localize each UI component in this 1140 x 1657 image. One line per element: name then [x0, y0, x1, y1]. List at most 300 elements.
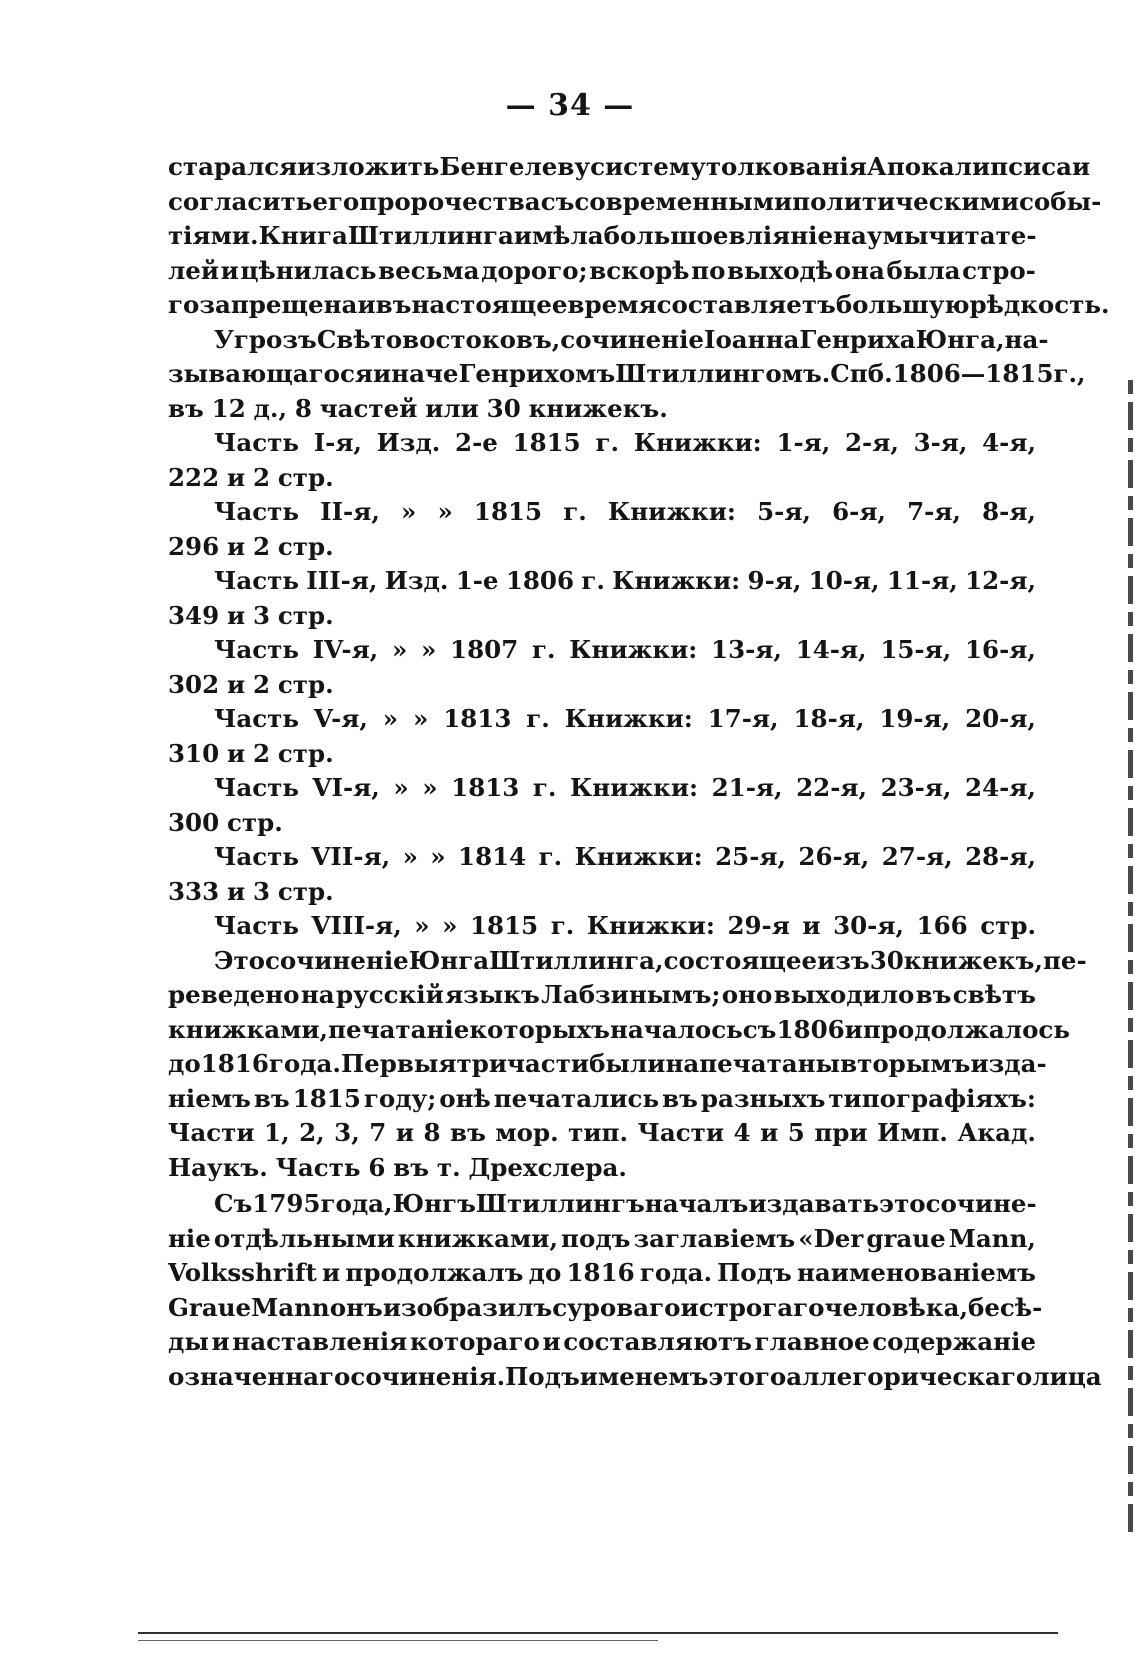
word: типографіяхъ: — [828, 1083, 1036, 1113]
word: 1807 — [450, 635, 519, 664]
word: вліяніе — [728, 221, 834, 250]
word: » — [402, 842, 418, 871]
word: Изд. — [384, 566, 449, 595]
word: человѣка, — [824, 1292, 968, 1322]
word: суроваго — [552, 1292, 681, 1322]
word: она — [834, 255, 885, 285]
word: умы — [866, 221, 929, 250]
word: была — [886, 255, 961, 285]
word: Книга — [258, 221, 348, 250]
word: Юнгъ — [392, 1189, 476, 1218]
word: русскій — [335, 980, 444, 1009]
word: 22-я, — [796, 773, 867, 802]
word: 349 — [168, 600, 220, 630]
word: тіями. — [168, 221, 259, 250]
word: Наукъ. — [168, 1152, 268, 1182]
word: и — [226, 738, 246, 768]
word: лица — [1032, 1361, 1102, 1391]
word: года, — [320, 1189, 393, 1218]
word: 28-я, — [965, 842, 1036, 871]
text-line — [168, 1325, 1036, 1360]
text-line — [168, 668, 1036, 703]
word: Часть — [214, 704, 299, 733]
word: книжками, — [168, 1014, 329, 1044]
text-line — [168, 254, 1036, 289]
word: 8 — [294, 393, 312, 423]
word: Апокалипсиса — [866, 152, 1072, 181]
word: VII-я, — [311, 842, 391, 871]
word: II-я, — [320, 497, 380, 526]
word: Бенгелеву — [439, 152, 591, 181]
word: » — [437, 497, 453, 526]
word: Угрозъ — [214, 324, 317, 354]
word: года. — [639, 1258, 712, 1287]
text-line — [168, 150, 1091, 185]
word: Книжки: — [564, 704, 693, 733]
word: Часть — [214, 497, 299, 526]
word: его — [312, 186, 360, 216]
word: ніе — [168, 1223, 211, 1253]
word: Спб. — [830, 359, 893, 388]
word: и — [802, 911, 821, 940]
text-line — [168, 426, 1036, 461]
word: г. — [595, 428, 619, 457]
word: вскорѣ — [589, 255, 690, 285]
word: напечатаны — [665, 1049, 841, 1078]
word: свѣтъ — [952, 980, 1036, 1009]
word: въ — [662, 1083, 698, 1113]
word: отдѣльными — [213, 1223, 395, 1253]
word: г. — [550, 911, 575, 940]
word: т. — [436, 1152, 461, 1182]
word: согласить — [168, 186, 313, 216]
word: зывающагося — [168, 359, 373, 388]
word: 6-я, — [832, 497, 886, 526]
word: цѣнилась — [240, 255, 377, 285]
word: котораго — [409, 1327, 540, 1356]
word: VI-я, — [312, 773, 380, 802]
bottom-rule — [138, 1632, 1058, 1634]
word: Юнга — [408, 945, 490, 975]
word: пророчества — [359, 186, 541, 216]
text-line — [168, 185, 1102, 220]
word: 30-я, — [833, 911, 904, 940]
word: 17-я, — [707, 704, 779, 733]
word: дорого; — [481, 255, 588, 285]
word: Генриха — [799, 324, 916, 354]
word: Часть — [214, 842, 299, 871]
word: которыхъ — [469, 1014, 610, 1044]
word: г. — [581, 566, 605, 595]
word: 1815 — [512, 428, 581, 457]
word: въ — [450, 1118, 486, 1147]
word: 2 — [252, 738, 271, 768]
word: » — [421, 635, 437, 664]
word: 27-я, — [881, 842, 953, 871]
word: изложить — [297, 152, 440, 181]
text-line — [168, 288, 1110, 323]
word: 7 — [369, 1118, 387, 1147]
word: IV-я, — [312, 635, 379, 664]
word: г. — [563, 497, 587, 526]
word: VIII-я, — [311, 911, 402, 940]
word: и — [680, 1292, 699, 1322]
word: и — [844, 1014, 863, 1044]
word: 1-я, — [776, 428, 831, 457]
word: имѣла — [513, 221, 604, 250]
word: 8-я, — [982, 497, 1036, 526]
word: V-я, — [313, 704, 368, 733]
text-line — [168, 323, 1049, 358]
word: Части — [168, 1118, 255, 1147]
word: мор. — [495, 1118, 559, 1147]
word: 26-я, — [798, 842, 870, 871]
word: запрещена — [199, 290, 358, 319]
word: Часть — [214, 428, 299, 457]
text-line — [168, 1013, 1070, 1048]
word: 3 — [252, 876, 271, 906]
word: онъ — [329, 1292, 383, 1322]
word: разныхъ — [700, 1083, 826, 1113]
word: реведено — [168, 980, 300, 1009]
word: были — [589, 1049, 666, 1078]
word: Части — [637, 1118, 725, 1147]
word: стр. — [277, 738, 334, 768]
word: этого — [708, 1361, 787, 1391]
body-text — [168, 150, 1110, 1394]
word: иначе — [372, 359, 459, 388]
word: 12 — [211, 393, 246, 423]
word: Часть — [214, 911, 299, 940]
word: году; — [363, 1083, 437, 1113]
word: г. — [526, 704, 550, 733]
word: 8 — [423, 1118, 441, 1147]
text-line — [168, 1291, 1043, 1326]
word: 3-я, — [913, 428, 968, 457]
word: 9-я, — [747, 566, 802, 595]
word: 1-е — [455, 566, 499, 595]
word: старался — [168, 152, 298, 181]
word: содержаніе — [872, 1327, 1036, 1356]
word: бесѣ- — [968, 1292, 1043, 1322]
text-line — [168, 530, 1036, 565]
word: » — [414, 911, 430, 940]
word: три — [456, 1049, 507, 1078]
word: Mann — [251, 1292, 330, 1322]
word: стр. — [277, 669, 334, 699]
word: Часть — [214, 773, 299, 802]
word: г., — [1053, 359, 1086, 388]
word: 1, — [264, 1118, 290, 1147]
word: это — [879, 1189, 926, 1218]
word: выходѣ — [727, 255, 834, 285]
word: изда- — [970, 1049, 1047, 1078]
word: толкованія — [705, 152, 867, 181]
word: Изд. — [376, 428, 441, 457]
word: » — [393, 773, 409, 802]
text-line — [168, 495, 1036, 530]
word: съ — [742, 1014, 777, 1044]
word: д., — [253, 393, 287, 423]
word: главное — [754, 1327, 870, 1356]
word: г. — [532, 773, 557, 802]
word: выходило — [773, 980, 915, 1009]
word: 16-я, — [964, 635, 1036, 664]
page-edge-shadow — [1128, 380, 1133, 1540]
text-line — [168, 392, 1036, 427]
word: Часть — [214, 635, 299, 664]
word: большую — [835, 290, 970, 319]
word: 1815 — [470, 911, 539, 940]
word: лей — [168, 255, 220, 285]
word: и — [226, 669, 246, 699]
word: онѣ — [439, 1083, 491, 1113]
word: стр. — [226, 807, 283, 837]
word: Graue — [168, 1292, 252, 1322]
word: Штиллингомъ. — [615, 359, 831, 388]
text-line — [168, 1256, 1036, 1291]
word: Книжки: — [612, 566, 741, 595]
word: или — [425, 393, 479, 423]
word: 1795 — [252, 1189, 321, 1218]
word: политическими — [792, 186, 1019, 216]
word: 5 — [787, 1118, 805, 1147]
bottom-rule-secondary — [138, 1640, 658, 1641]
word: 12-я, — [965, 566, 1036, 595]
word: Volksshrift — [168, 1258, 317, 1287]
word: 302 — [168, 669, 220, 699]
word: и — [211, 1327, 230, 1356]
word: ды — [168, 1327, 209, 1356]
word: graue — [866, 1223, 946, 1253]
word: на- — [1004, 324, 1049, 354]
word: началось — [609, 1014, 743, 1044]
text-line — [168, 737, 1036, 772]
word: 296 — [168, 531, 220, 561]
word: изобразилъ — [382, 1292, 553, 1322]
word: настоящее — [411, 290, 568, 319]
word: до — [528, 1258, 562, 1287]
word: и — [322, 1258, 341, 1287]
word: 333 — [168, 876, 220, 906]
word: изъ — [817, 945, 870, 975]
word: и — [226, 462, 246, 492]
word: современными — [574, 186, 793, 216]
word: 20-я, — [965, 704, 1036, 733]
word: 4 — [733, 1118, 751, 1147]
word: въ — [375, 290, 412, 319]
word: сочине- — [925, 1189, 1037, 1218]
word: стр. — [980, 911, 1036, 940]
word: 2, — [299, 1118, 325, 1147]
text-line — [168, 357, 1086, 392]
text-line — [168, 633, 1036, 668]
text-line — [168, 1360, 1102, 1395]
text-line — [168, 875, 1036, 910]
word: стро- — [962, 255, 1036, 285]
word: 4-я, — [982, 428, 1036, 457]
word: пе- — [1042, 945, 1087, 975]
word: тип. — [568, 1118, 628, 1147]
word: и — [760, 1118, 779, 1147]
word: стр. — [277, 531, 334, 561]
word: части — [507, 1049, 590, 1078]
word: 14-я, — [795, 635, 867, 664]
word: языкъ — [445, 980, 540, 1009]
word: печатаніе — [328, 1014, 470, 1044]
word: вторымъ — [840, 1049, 971, 1078]
word: Свѣтовостоковъ, — [316, 324, 561, 354]
word: рѣдкость. — [969, 290, 1110, 319]
word: книжекъ, — [903, 945, 1043, 975]
text-line — [168, 909, 1036, 944]
word: аллегорическаго — [786, 1361, 1033, 1391]
text-line — [168, 1116, 1036, 1151]
word: на — [833, 221, 867, 250]
text-line — [168, 1187, 1036, 1222]
word: 7-я, — [907, 497, 961, 526]
text-line — [168, 461, 1036, 496]
word: Генрихомъ — [458, 359, 616, 388]
word: продолжалъ — [345, 1258, 524, 1287]
word: » — [391, 635, 408, 664]
word: стр. — [277, 600, 334, 630]
word: 1814 — [458, 842, 527, 871]
word: Лабзинымъ; — [541, 980, 721, 1009]
word: Mann, — [948, 1223, 1036, 1253]
text-line — [168, 978, 1036, 1013]
word: Штиллинга, — [489, 945, 664, 975]
word: 3, — [334, 1118, 360, 1147]
word: Первыя — [340, 1049, 457, 1078]
word: Часть — [275, 1152, 361, 1182]
word: 1806—1815 — [892, 359, 1054, 388]
word: частей — [319, 393, 418, 423]
word: Книжки: — [569, 635, 698, 664]
word: составляютъ — [563, 1327, 752, 1356]
word: 15-я, — [880, 635, 952, 664]
text-line — [168, 599, 1036, 634]
word: наименованіемъ — [796, 1258, 1036, 1287]
word: Подъ — [717, 1258, 792, 1287]
word: и — [220, 255, 239, 285]
word: 30 — [486, 393, 521, 423]
text-line — [168, 1151, 1036, 1186]
word: » — [430, 842, 446, 871]
word: Это — [214, 945, 266, 975]
word: именемъ — [579, 1361, 709, 1391]
word: составляетъ — [656, 290, 836, 319]
word: 2-е — [455, 428, 498, 457]
word: Іоанна — [704, 324, 800, 354]
word: и — [395, 1118, 414, 1147]
word: собы- — [1019, 186, 1102, 216]
word: 30 — [869, 945, 904, 975]
word: стр. — [277, 876, 334, 906]
word: большое — [603, 221, 729, 250]
word: 25-я, — [715, 842, 786, 871]
text-line — [168, 771, 1036, 806]
word: Съ — [214, 1189, 253, 1218]
word: Штиллингъ — [475, 1189, 645, 1218]
text-line — [168, 702, 1036, 737]
word: 2 — [252, 669, 271, 699]
word: г. — [538, 842, 563, 871]
text-line — [168, 840, 1036, 875]
word: 2 — [252, 462, 271, 492]
word: » — [442, 911, 458, 940]
word: 24-я, — [965, 773, 1036, 802]
word: 1813 — [451, 773, 520, 802]
word: 13-я, — [711, 635, 782, 664]
text-line — [168, 564, 1036, 599]
word: весьма — [378, 255, 480, 285]
word: и — [357, 290, 376, 319]
text-line — [168, 806, 1036, 841]
word: читате- — [928, 221, 1037, 250]
word: 1816 — [200, 1049, 269, 1078]
word: » — [422, 773, 438, 802]
word: » — [382, 704, 399, 733]
word: книжками, — [397, 1223, 558, 1253]
word: стр. — [277, 462, 334, 492]
word: 1806 — [505, 566, 575, 595]
word: издавать — [748, 1189, 880, 1218]
word: 29-я — [727, 911, 790, 940]
word: 23-я, — [880, 773, 952, 802]
word: Дрехслера. — [468, 1152, 627, 1182]
word: 1816 — [566, 1258, 635, 1287]
word: Имп. — [877, 1118, 948, 1147]
word: наставленія — [232, 1327, 408, 1356]
word: сочиненія. — [350, 1361, 506, 1391]
word: Книжки: — [633, 428, 762, 457]
word: г. — [531, 635, 556, 664]
word: 2-я, — [845, 428, 899, 457]
word: продолжалось — [862, 1014, 1070, 1044]
word: и — [1071, 152, 1091, 181]
word: и — [542, 1327, 561, 1356]
word: оно — [721, 980, 773, 1009]
word: въ — [393, 1152, 430, 1182]
page-number: — 34 — — [505, 88, 635, 123]
word: года. — [268, 1049, 341, 1078]
word: Книжки: — [570, 773, 699, 802]
word: «Der — [798, 1223, 864, 1253]
word: 2 — [252, 531, 271, 561]
text-line — [168, 1047, 1047, 1082]
word: 18-я, — [793, 704, 865, 733]
word: 166 — [916, 911, 968, 940]
word: до — [168, 1049, 201, 1078]
word: Часть — [214, 566, 299, 595]
word: го — [168, 290, 200, 319]
word: началъ — [644, 1189, 749, 1218]
word: III-я, — [306, 566, 378, 595]
word: 11-я, — [886, 566, 958, 595]
word: Книжки: — [607, 497, 736, 526]
word: съ — [540, 186, 575, 216]
word: 1813 — [443, 704, 512, 733]
word: и — [226, 600, 246, 630]
text-line — [168, 219, 1036, 254]
word: 21-я, — [711, 773, 783, 802]
word: » — [413, 704, 429, 733]
word: печатались — [493, 1083, 660, 1113]
word: 310 — [168, 738, 220, 768]
word: 10-я, — [808, 566, 880, 595]
word: 300 — [168, 807, 220, 837]
